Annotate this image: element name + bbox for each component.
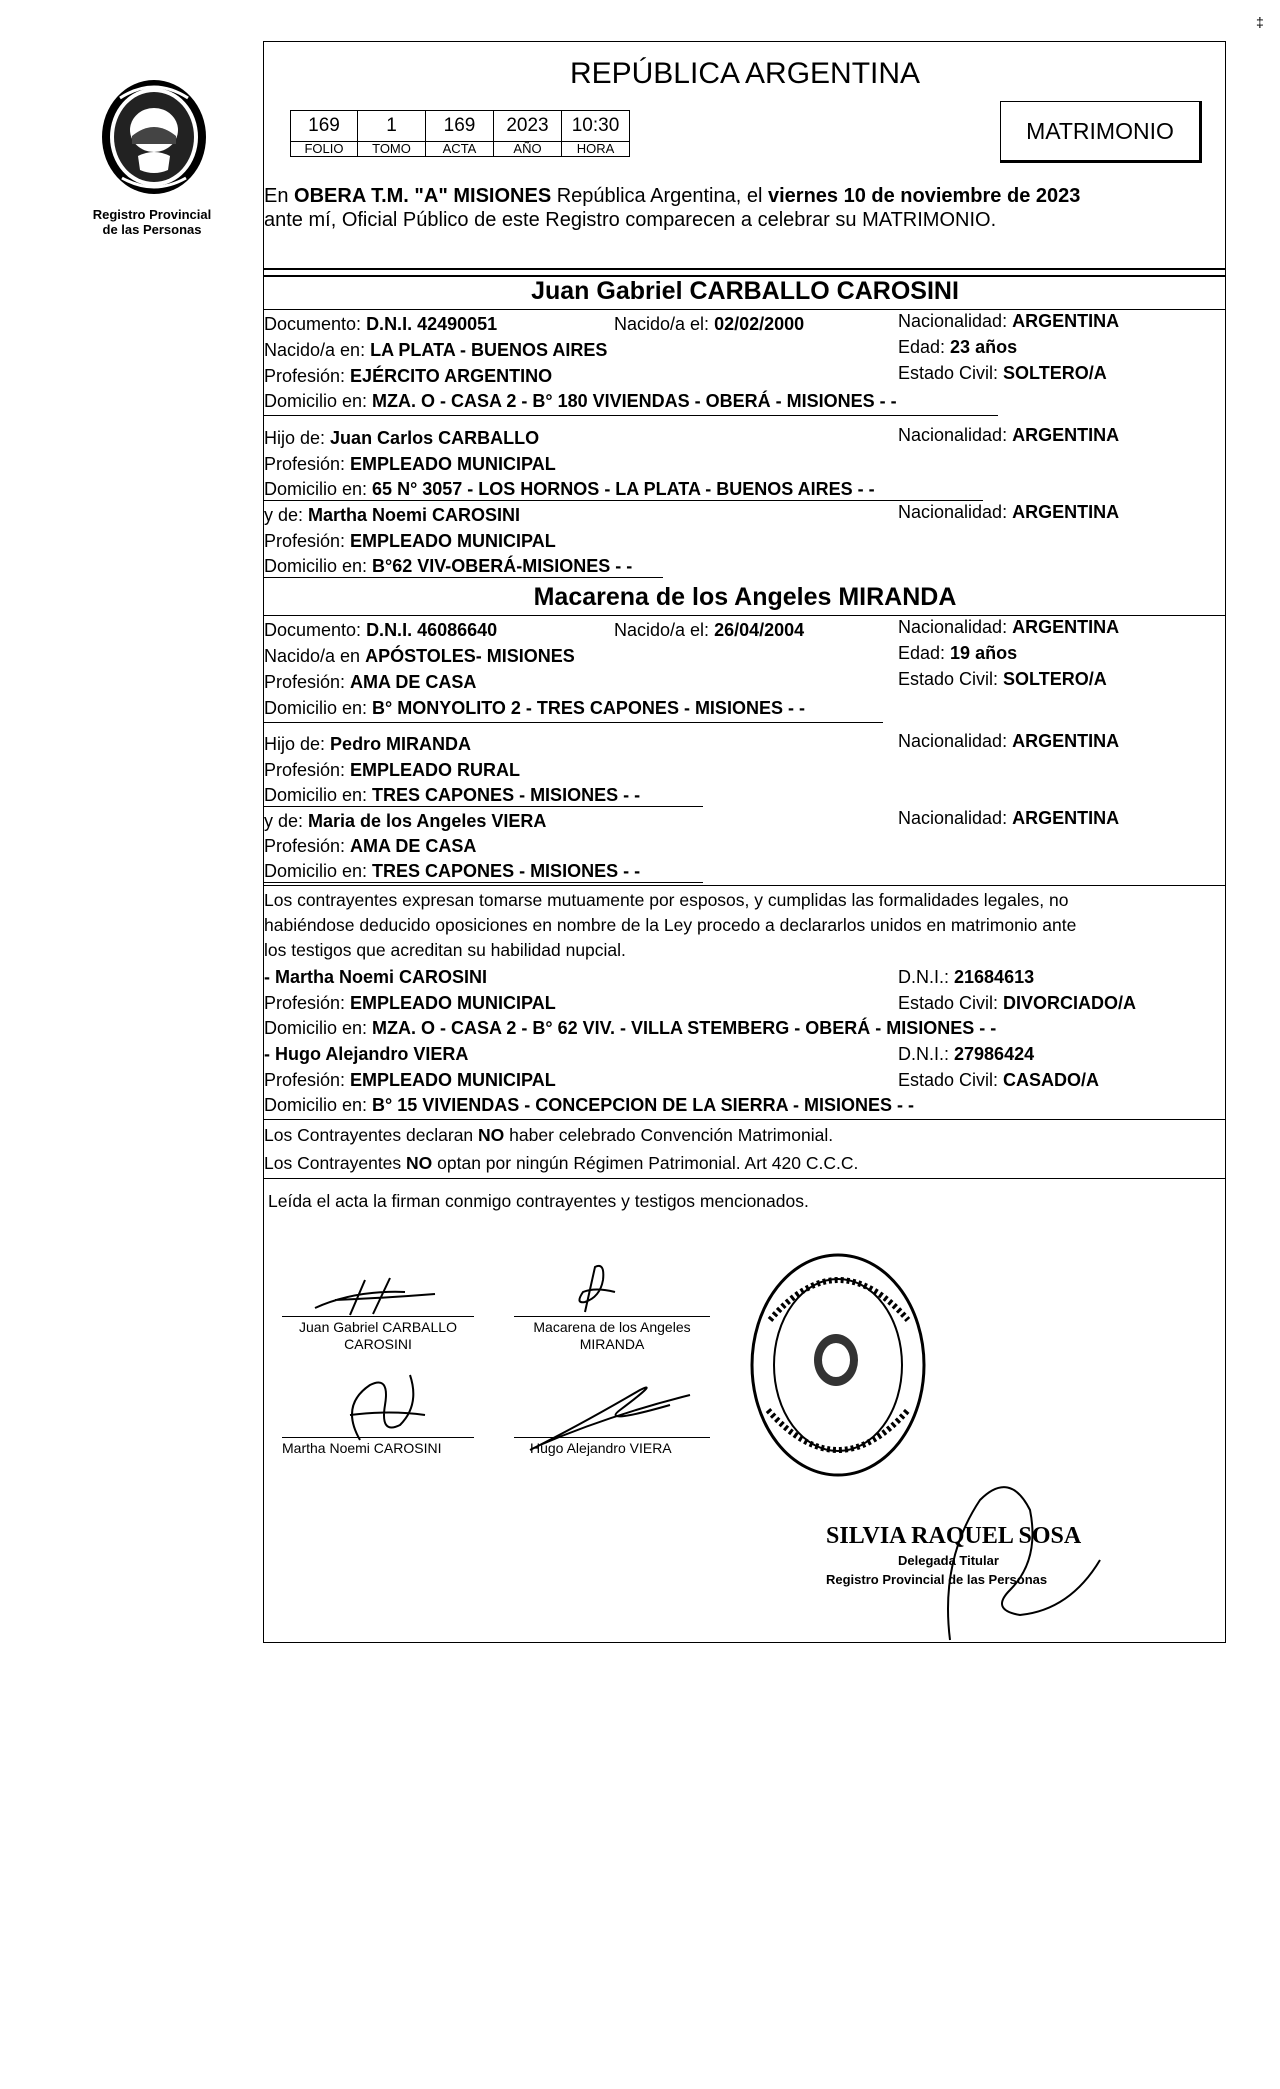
spouse2-father-address	[264, 784, 640, 806]
spouse1-birthplace	[264, 339, 607, 361]
country-title: REPÚBLICA ARGENTINA	[569, 57, 921, 90]
official-office: Registro Provincial de las Personas	[826, 1572, 1048, 1587]
label: Domicilio en:	[264, 698, 373, 718]
text: Los Contrayentes declaran	[264, 1125, 479, 1145]
spouse1-nationality	[898, 310, 1119, 332]
intro-date: viernes 10 de noviembre de 2023	[767, 185, 1081, 207]
value: EMPLEADO MUNICIPAL	[350, 1070, 556, 1090]
label: Domicilio en:	[264, 391, 373, 411]
hora-label: HORA	[562, 142, 630, 157]
value: 23 años	[950, 337, 1018, 357]
divider	[263, 415, 998, 416]
witness1-profession	[264, 992, 556, 1014]
label: y de:	[264, 505, 309, 525]
spouse1-age	[898, 336, 1017, 358]
spouse2-mother-nationality	[898, 807, 1119, 829]
label: Profesión:	[264, 836, 351, 856]
spouse1-address	[264, 390, 897, 412]
value: 65 N° 3057 - LOS HORNOS - LA PLATA - BUENOS AIRES - -	[372, 479, 875, 499]
label: Nacionalidad:	[898, 502, 1013, 522]
label: Profesión:	[264, 454, 351, 474]
value: 26/04/2004	[714, 620, 805, 640]
signature-caption-juan	[272, 1319, 484, 1353]
value: CASADO/A	[1003, 1070, 1100, 1090]
text: haber celebrado Convención Matrimonial.	[504, 1125, 834, 1145]
spouse1-mother	[264, 504, 520, 526]
spouse2-birthplace	[264, 645, 575, 667]
label: Nacido/a el:	[614, 314, 715, 334]
label: Nacido/a el:	[614, 620, 715, 640]
hora-value: 10:30	[562, 111, 630, 142]
divider	[263, 577, 663, 578]
text: Los Contrayentes	[264, 1153, 407, 1173]
label: Nacionalidad:	[898, 731, 1013, 751]
value: EMPLEADO RURAL	[350, 760, 521, 780]
signature-line	[282, 1437, 474, 1438]
value: NO	[406, 1153, 433, 1173]
witness1-name: - Martha Noemi CAROSINI	[264, 967, 488, 987]
value: 21684613	[954, 967, 1035, 987]
value: Juan Carlos CARBALLO	[330, 428, 540, 448]
value: TRES CAPONES - MISIONES - -	[372, 861, 641, 881]
value: B° 15 VIVIENDAS - CONCEPCION DE LA SIERRA - MISIONES - -	[372, 1095, 914, 1115]
witness1-civil-status	[898, 992, 1136, 1014]
spouse2-name: Macarena de los Angeles MIRANDA	[533, 583, 957, 611]
witness2-address	[264, 1094, 914, 1116]
signature-line	[514, 1316, 710, 1317]
spouse1-born	[614, 313, 804, 335]
spouse2-civil-status	[898, 668, 1107, 690]
intro-line2: ante mí, Oficial Público de este Registro comparecen a celebrar su MATRIMONIO.	[264, 209, 997, 231]
label: Domicilio en:	[264, 785, 373, 805]
spouse2-address	[264, 697, 805, 719]
label: Hijo de:	[264, 734, 331, 754]
value: ARGENTINA	[1012, 617, 1120, 637]
declaration-line2: habiéndose deducido oposiciones en nombre de la Ley procedo a declararlos unidos en matrimonio ante	[264, 915, 1077, 935]
value: ARGENTINA	[1012, 425, 1120, 445]
divider	[263, 1178, 1226, 1179]
label: Edad:	[898, 337, 951, 357]
spouse1-father-address	[264, 478, 875, 500]
label: Estado Civil:	[898, 669, 1004, 689]
intro-line1	[264, 184, 1080, 208]
value: LA PLATA - BUENOS AIRES	[370, 340, 608, 360]
signature-line	[282, 1316, 474, 1317]
caption-line: Juan Gabriel CARBALLO	[299, 1319, 457, 1335]
spouse1-profession	[264, 365, 552, 387]
registry-line1: Registro Provincial	[92, 207, 212, 222]
label: Domicilio en:	[264, 479, 373, 499]
intro-text-c: República Argentina, el	[551, 185, 768, 207]
value: MZA. O - CASA 2 - B° 62 VIV. - VILLA STEMBERG - OBERÁ - MISIONES - -	[372, 1018, 997, 1038]
registry-line2: de las Personas	[102, 222, 202, 237]
divider	[263, 806, 703, 807]
spouse2-mother-address	[264, 860, 640, 882]
value: AMA DE CASA	[350, 672, 477, 692]
ano-label: AÑO	[494, 142, 562, 157]
value: EMPLEADO MUNICIPAL	[350, 531, 556, 551]
value: 27986424	[954, 1044, 1035, 1064]
patrimonial-line2	[264, 1152, 858, 1174]
record-table	[290, 110, 630, 157]
label: Hijo de:	[264, 428, 331, 448]
value: B°62 VIV-OBERÁ-MISIONES - -	[372, 556, 633, 576]
label: Profesión:	[264, 672, 351, 692]
value: SOLTERO/A	[1003, 363, 1107, 383]
spouse1-mother-address	[264, 555, 632, 577]
spouse2-profession	[264, 671, 476, 693]
value: DIVORCIADO/A	[1003, 993, 1137, 1013]
divider	[263, 268, 1226, 270]
value: ARGENTINA	[1012, 311, 1120, 331]
value: NO	[478, 1125, 505, 1145]
label: Nacionalidad:	[898, 808, 1013, 828]
value: TRES CAPONES - MISIONES - -	[372, 785, 641, 805]
doc-type-box: MATRIMONIO	[1000, 101, 1202, 163]
value: ARGENTINA	[1012, 731, 1120, 751]
witness1-dni	[898, 966, 1034, 988]
value: EMPLEADO MUNICIPAL	[350, 993, 556, 1013]
value: EJÉRCITO ARGENTINO	[350, 366, 553, 386]
divider	[263, 1119, 1226, 1120]
value: Martha Noemi CAROSINI	[308, 505, 521, 525]
label: Edad:	[898, 643, 951, 663]
value: 02/02/2000	[714, 314, 805, 334]
divider	[263, 882, 703, 883]
label: Nacionalidad:	[898, 311, 1013, 331]
witness2-name: - Hugo Alejandro VIERA	[264, 1044, 469, 1064]
label: y de:	[264, 811, 309, 831]
signature-macarena	[555, 1262, 635, 1317]
label: Nacido/a en:	[264, 340, 371, 360]
signature-caption-macarena	[512, 1319, 712, 1353]
value: AMA DE CASA	[350, 836, 477, 856]
ano-value: 2023	[494, 111, 562, 142]
value: 19 años	[950, 643, 1018, 663]
label: Profesión:	[264, 993, 351, 1013]
label: Nacionalidad:	[898, 617, 1013, 637]
signature-martha	[330, 1365, 440, 1445]
spouse2-father	[264, 733, 471, 755]
registry-name	[72, 207, 232, 237]
value: B° MONYOLITO 2 - TRES CAPONES - MISIONES - -	[372, 698, 805, 718]
value: ARGENTINA	[1012, 502, 1120, 522]
closing-text: Leída el acta la firman conmigo contrayentes y testigos mencionados.	[268, 1191, 809, 1211]
acta-value: 169	[426, 111, 494, 142]
witness2-civil-status	[898, 1069, 1099, 1091]
spouse1-mother-nationality	[898, 501, 1119, 523]
value: APÓSTOLES- MISIONES	[365, 646, 575, 666]
intro-place: OBERA T.M. "A" MISIONES	[294, 185, 552, 207]
text: optan por ningún Régimen Patrimonial. Art 420 C.C.C.	[432, 1153, 859, 1173]
label: Profesión:	[264, 1070, 351, 1090]
witness2-profession	[264, 1069, 556, 1091]
label: D.N.I.:	[898, 1044, 955, 1064]
spouse1-name: Juan Gabriel CARBALLO CAROSINI	[531, 277, 959, 305]
tomo-value: 1	[358, 111, 426, 142]
spouse1-father	[264, 427, 539, 449]
signature-juan	[295, 1270, 465, 1320]
label: Estado Civil:	[898, 993, 1004, 1013]
spouse2-father-profession	[264, 759, 520, 781]
label: Estado Civil:	[898, 363, 1004, 383]
label: Profesión:	[264, 531, 351, 551]
caption-line: CAROSINI	[344, 1336, 412, 1352]
label: Domicilio en:	[264, 556, 373, 576]
spouse2-document	[264, 619, 497, 641]
signature-caption-hugo: Hugo Alejandro VIERA	[530, 1440, 672, 1456]
label: Profesión:	[264, 760, 351, 780]
label: Profesión:	[264, 366, 351, 386]
divider	[263, 885, 1226, 886]
value: Maria de los Angeles VIERA	[308, 811, 547, 831]
witness2-dni	[898, 1043, 1034, 1065]
label: Estado Civil:	[898, 1070, 1004, 1090]
caption-line: MIRANDA	[579, 1336, 645, 1352]
signature-line	[514, 1437, 710, 1438]
caption-line: Macarena de los Angeles	[533, 1319, 691, 1335]
divider	[263, 722, 883, 723]
spouse2-born	[614, 619, 804, 641]
label: Documento:	[264, 620, 367, 640]
official-title: Delegada Titular	[898, 1553, 999, 1568]
official-stamp-seal	[748, 1250, 928, 1480]
value: D.N.I. 42490051	[366, 314, 498, 334]
folio-value: 169	[291, 111, 358, 142]
spouse1-civil-status	[898, 362, 1107, 384]
spouse2-mother	[264, 810, 546, 832]
spouse1-mother-profession	[264, 530, 556, 552]
spouse2-nationality	[898, 616, 1119, 638]
value: Pedro MIRANDA	[330, 734, 472, 754]
folio-label: FOLIO	[291, 142, 358, 157]
spouse2-mother-profession	[264, 835, 476, 857]
corner-mark: ‡	[1256, 14, 1264, 30]
value: MZA. O - CASA 2 - B° 180 VIVIENDAS - OBERÁ - MISIONES - -	[372, 391, 897, 411]
label: Nacido/a en	[264, 646, 366, 666]
label: D.N.I.:	[898, 967, 955, 987]
label: Domicilio en:	[264, 861, 373, 881]
value: SOLTERO/A	[1003, 669, 1107, 689]
divider	[263, 500, 983, 501]
spouse2-father-nationality	[898, 730, 1119, 752]
patrimonial-line1	[264, 1124, 833, 1146]
witness1-address	[264, 1017, 996, 1039]
acta-label: ACTA	[426, 142, 494, 157]
value: EMPLEADO MUNICIPAL	[350, 454, 556, 474]
value: D.N.I. 46086640	[366, 620, 498, 640]
tomo-label: TOMO	[358, 142, 426, 157]
spouse1-father-nationality	[898, 424, 1119, 446]
registry-seal-logo	[100, 78, 208, 196]
label: Nacionalidad:	[898, 425, 1013, 445]
official-name: SILVIA RAQUEL SOSA	[826, 1523, 1082, 1549]
label: Domicilio en:	[264, 1095, 373, 1115]
signature-caption-martha: Martha Noemi CAROSINI	[282, 1440, 442, 1456]
declaration-line1: Los contrayentes expresan tomarse mutuamente por esposos, y cumplidas las formalidades legales, no	[264, 890, 1069, 910]
declaration-line3: los testigos que acreditan su habilidad nupcial.	[264, 940, 626, 960]
value: ARGENTINA	[1012, 808, 1120, 828]
label: Documento:	[264, 314, 367, 334]
spouse1-father-profession	[264, 453, 556, 475]
spouse1-document	[264, 313, 497, 335]
intro-text-a: En	[264, 185, 295, 207]
label: Domicilio en:	[264, 1018, 373, 1038]
spouse2-age	[898, 642, 1017, 664]
